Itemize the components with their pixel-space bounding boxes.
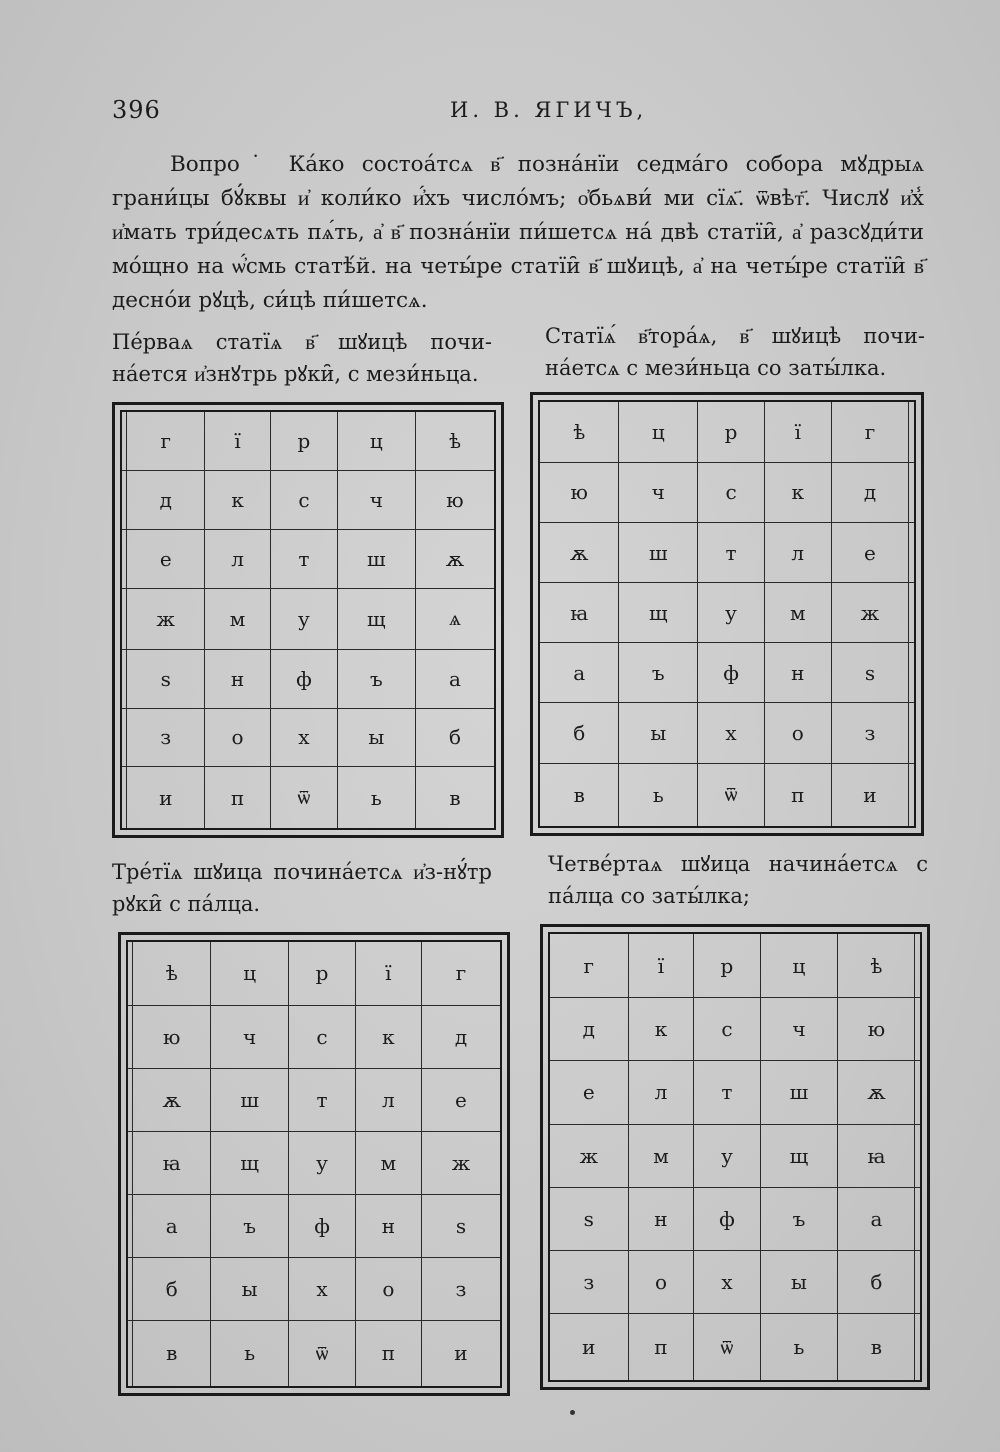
table-row: [127, 1194, 501, 1257]
table-cell: ꙗ: [539, 583, 619, 643]
table-cell: ѕ: [831, 643, 909, 703]
table-cell: щ: [619, 583, 698, 643]
table-cell: ц: [760, 933, 838, 998]
table-cell: ч: [211, 1005, 289, 1068]
table-cell: щ: [337, 588, 415, 649]
table-grid: [548, 932, 922, 1382]
table-cell: ѫ: [415, 530, 495, 589]
table-cell: и: [127, 767, 205, 829]
table-cell: б: [415, 708, 495, 767]
table-cell: ж: [421, 1131, 501, 1194]
table-row: [539, 523, 915, 583]
table-row: [121, 411, 495, 471]
table-cell: а: [133, 1194, 211, 1257]
table-cell: у: [694, 1124, 760, 1187]
table-cell: ж: [549, 1124, 628, 1187]
table-cell: з: [831, 703, 909, 763]
table-cell: г: [127, 411, 205, 471]
table-cell: в: [133, 1320, 211, 1387]
table-row: [539, 583, 915, 643]
table-cell: х: [289, 1257, 356, 1320]
caption-second: Статїѧ́ в҃тора́ѧ, в҃ шꙋицѣ почи-на́етсѧ с мези́ньца со заты́лка.: [545, 324, 925, 380]
table-cell: ы: [337, 708, 415, 767]
table-row: [549, 933, 921, 998]
table-row: [127, 1005, 501, 1068]
table-cell: и: [421, 1320, 501, 1387]
table-cell: ї: [765, 401, 832, 462]
table-cell: с: [698, 462, 765, 522]
table-cell: е: [127, 530, 205, 589]
table-cell: д: [549, 998, 628, 1061]
table-cell: в: [539, 763, 619, 827]
table-cell: ю: [539, 462, 619, 522]
table-cell: ф: [289, 1194, 356, 1257]
table-cell: х: [694, 1251, 760, 1314]
table-cell: ѕ: [127, 649, 205, 708]
table-cell: п: [765, 763, 832, 827]
table-cell: ї: [205, 411, 271, 471]
table-cell: о: [205, 708, 271, 767]
table-cell: с: [694, 998, 760, 1061]
table-cell: р: [698, 401, 765, 462]
table-cell: у: [271, 588, 338, 649]
table-cell: [915, 1061, 921, 1124]
table-cell: л: [765, 523, 832, 583]
table-cell: [915, 933, 921, 998]
table-row: [539, 462, 915, 522]
table-cell: к: [205, 471, 271, 530]
table-cell: ъ: [619, 643, 698, 703]
table-cell: н: [355, 1194, 421, 1257]
table-cell: ѣ: [539, 401, 619, 462]
table-cell: п: [628, 1314, 694, 1381]
table-cell: к: [355, 1005, 421, 1068]
cipher-table-third: [118, 932, 510, 1396]
table-row: [539, 703, 915, 763]
table-cell: щ: [760, 1124, 838, 1187]
table-row: [127, 1320, 501, 1387]
table-cell: б: [838, 1251, 915, 1314]
table-cell: ц: [211, 941, 289, 1005]
table-cell: з: [549, 1251, 628, 1314]
table-grid: [538, 400, 916, 828]
table-cell: а: [838, 1187, 915, 1250]
table-row: [127, 1068, 501, 1131]
table-cell: т: [289, 1068, 356, 1131]
table-cell: [915, 1187, 921, 1250]
table-cell: [909, 462, 915, 522]
table-cell: ж: [127, 588, 205, 649]
table-cell: и: [831, 763, 909, 827]
table-cell: р: [289, 941, 356, 1005]
table-cell: к: [628, 998, 694, 1061]
table-cell: ь: [337, 767, 415, 829]
table-cell: ъ: [760, 1187, 838, 1250]
table-cell: м: [355, 1131, 421, 1194]
table-cell: х: [698, 703, 765, 763]
table-cell: ц: [337, 411, 415, 471]
table-cell: л: [205, 530, 271, 589]
caption-first: Пе́рваѧ статїѧ в҃ шꙋицѣ почи-на́ется и҆знꙋтрь рꙋки̑, с мези́ньца.: [112, 330, 492, 386]
paragraph-text: Вопро˙ Ка́ко состоа́тсѧ в҃ позна́нїи седма́го собора мꙋдрыѧ грани́цы бꙋ́квы и҆ коли́ко и҆́хъ число́мъ; о҆бьѧви́ ми сїѧ҃. ѿвѣт҃. Числꙋ и҆х̾ и҆мать три́десѧть пѧ́ть, а҆ в҃ позна́нїи пи́шетсѧ на́ двѣ статїи̑, а҆ разсꙋди́ти мо́щно на ѡ҆́смь статѣ́й. на четы́ре статїи̑ в҃ шꙋицѣ, а҆ на четы́ре статїи̑ в҃ десно́и рꙋцѣ, си́цѣ пи́шетсѧ.: [112, 152, 924, 313]
table-cell: р: [271, 411, 338, 471]
table-cell: р: [694, 933, 760, 998]
table-cell: м: [765, 583, 832, 643]
table-cell: ф: [694, 1187, 760, 1250]
table-cell: а: [539, 643, 619, 703]
table-cell: ь: [619, 763, 698, 827]
cipher-table-fourth: [540, 924, 930, 1390]
table-grid: [126, 940, 502, 1388]
table-cell: г: [421, 941, 501, 1005]
table-cell: ѫ: [133, 1068, 211, 1131]
table-cell: д: [421, 1005, 501, 1068]
table-cell: п: [355, 1320, 421, 1387]
table-row: [121, 649, 495, 708]
table-cell: [909, 763, 915, 827]
ink-speck: [570, 1410, 575, 1415]
table-cell: [915, 1314, 921, 1381]
table-cell: н: [628, 1187, 694, 1250]
table-cell: п: [205, 767, 271, 829]
table-cell: ъ: [211, 1194, 289, 1257]
cipher-table-first: [112, 402, 504, 838]
caption-fourth: Четве́ртаѧ шꙋица начина́етсѧ с па́лца со заты́лка;: [548, 852, 928, 908]
table-row: [539, 643, 915, 703]
table-cell: г: [831, 401, 909, 462]
table-cell: ш: [211, 1068, 289, 1131]
table-cell: о: [765, 703, 832, 763]
table-cell: б: [133, 1257, 211, 1320]
table-cell: ѣ: [415, 411, 495, 471]
table-cell: м: [628, 1124, 694, 1187]
table-cell: ь: [211, 1320, 289, 1387]
table-row: [549, 998, 921, 1061]
table-cell: л: [628, 1061, 694, 1124]
table-cell: [909, 523, 915, 583]
table-cell: д: [831, 462, 909, 522]
table-cell: у: [289, 1131, 356, 1194]
table-cell: к: [765, 462, 832, 522]
table-cell: ч: [760, 998, 838, 1061]
table-cell: в: [415, 767, 495, 829]
table-row: [549, 1061, 921, 1124]
table-cell: ц: [619, 401, 698, 462]
table-cell: ѿ: [289, 1320, 356, 1387]
table-cell: ф: [271, 649, 338, 708]
table-cell: е: [421, 1068, 501, 1131]
table-cell: в: [838, 1314, 915, 1381]
table-cell: е: [549, 1061, 628, 1124]
table-cell: ї: [628, 933, 694, 998]
table-cell: ы: [211, 1257, 289, 1320]
table-cell: ш: [337, 530, 415, 589]
table-cell: ю: [838, 998, 915, 1061]
table-cell: б: [539, 703, 619, 763]
table-row: [549, 1124, 921, 1187]
table-grid: [120, 410, 496, 830]
table-cell: ш: [619, 523, 698, 583]
table-cell: д: [127, 471, 205, 530]
table-cell: [909, 583, 915, 643]
table-row: [121, 767, 495, 829]
table-cell: ѧ: [415, 588, 495, 649]
table-cell: и: [549, 1314, 628, 1381]
table-row: [539, 763, 915, 827]
table-cell: ѿ: [271, 767, 338, 829]
table-cell: м: [205, 588, 271, 649]
table-cell: т: [694, 1061, 760, 1124]
table-cell: [909, 401, 915, 462]
table-cell: о: [628, 1251, 694, 1314]
table-cell: н: [765, 643, 832, 703]
table-row: [549, 1187, 921, 1250]
table-cell: з: [127, 708, 205, 767]
table-row: [127, 1131, 501, 1194]
body-paragraph: [112, 148, 924, 318]
table-cell: ѿ: [694, 1314, 760, 1381]
table-cell: ш: [760, 1061, 838, 1124]
table-cell: ѫ: [539, 523, 619, 583]
table-cell: ю: [133, 1005, 211, 1068]
page-number: 396: [112, 96, 161, 124]
table-row: [539, 401, 915, 462]
table-row: [121, 471, 495, 530]
table-cell: ю: [415, 471, 495, 530]
table-cell: ж: [831, 583, 909, 643]
table-cell: ѣ: [838, 933, 915, 998]
table-row: [127, 941, 501, 1005]
table-cell: ѿ: [698, 763, 765, 827]
table-cell: с: [271, 471, 338, 530]
table-cell: ѣ: [133, 941, 211, 1005]
table-cell: ꙗ: [838, 1124, 915, 1187]
table-cell: [915, 1124, 921, 1187]
table-cell: н: [205, 649, 271, 708]
table-cell: ꙗ: [133, 1131, 211, 1194]
table-cell: ї: [355, 941, 421, 1005]
table-row: [121, 708, 495, 767]
table-cell: ъ: [337, 649, 415, 708]
table-cell: х: [271, 708, 338, 767]
table-cell: [915, 1251, 921, 1314]
table-cell: ѫ: [838, 1061, 915, 1124]
table-row: [549, 1251, 921, 1314]
table-row: [121, 588, 495, 649]
table-cell: щ: [211, 1131, 289, 1194]
table-cell: ы: [760, 1251, 838, 1314]
table-cell: ь: [760, 1314, 838, 1381]
table-cell: [909, 703, 915, 763]
table-cell: [909, 643, 915, 703]
cipher-table-second: [530, 392, 924, 836]
table-cell: т: [698, 523, 765, 583]
table-cell: с: [289, 1005, 356, 1068]
table-cell: у: [698, 583, 765, 643]
table-row: [127, 1257, 501, 1320]
table-cell: ѕ: [549, 1187, 628, 1250]
table-cell: л: [355, 1068, 421, 1131]
table-cell: т: [271, 530, 338, 589]
table-cell: з: [421, 1257, 501, 1320]
table-cell: г: [549, 933, 628, 998]
table-row: [549, 1314, 921, 1381]
table-cell: [915, 998, 921, 1061]
table-cell: а: [415, 649, 495, 708]
table-cell: ч: [337, 471, 415, 530]
table-cell: ф: [698, 643, 765, 703]
table-cell: ч: [619, 462, 698, 522]
table-cell: ѕ: [421, 1194, 501, 1257]
page-header: [112, 96, 922, 130]
table-cell: е: [831, 523, 909, 583]
caption-third: Тре́тїѧ шꙋица почина́етсѧ и҆з-нꙋ́тр рꙋки̑ с па́лца.: [112, 860, 492, 916]
running-head: И. В. ЯГИЧЪ,: [450, 98, 648, 122]
table-cell: ы: [619, 703, 698, 763]
table-cell: о: [355, 1257, 421, 1320]
table-row: [121, 530, 495, 589]
